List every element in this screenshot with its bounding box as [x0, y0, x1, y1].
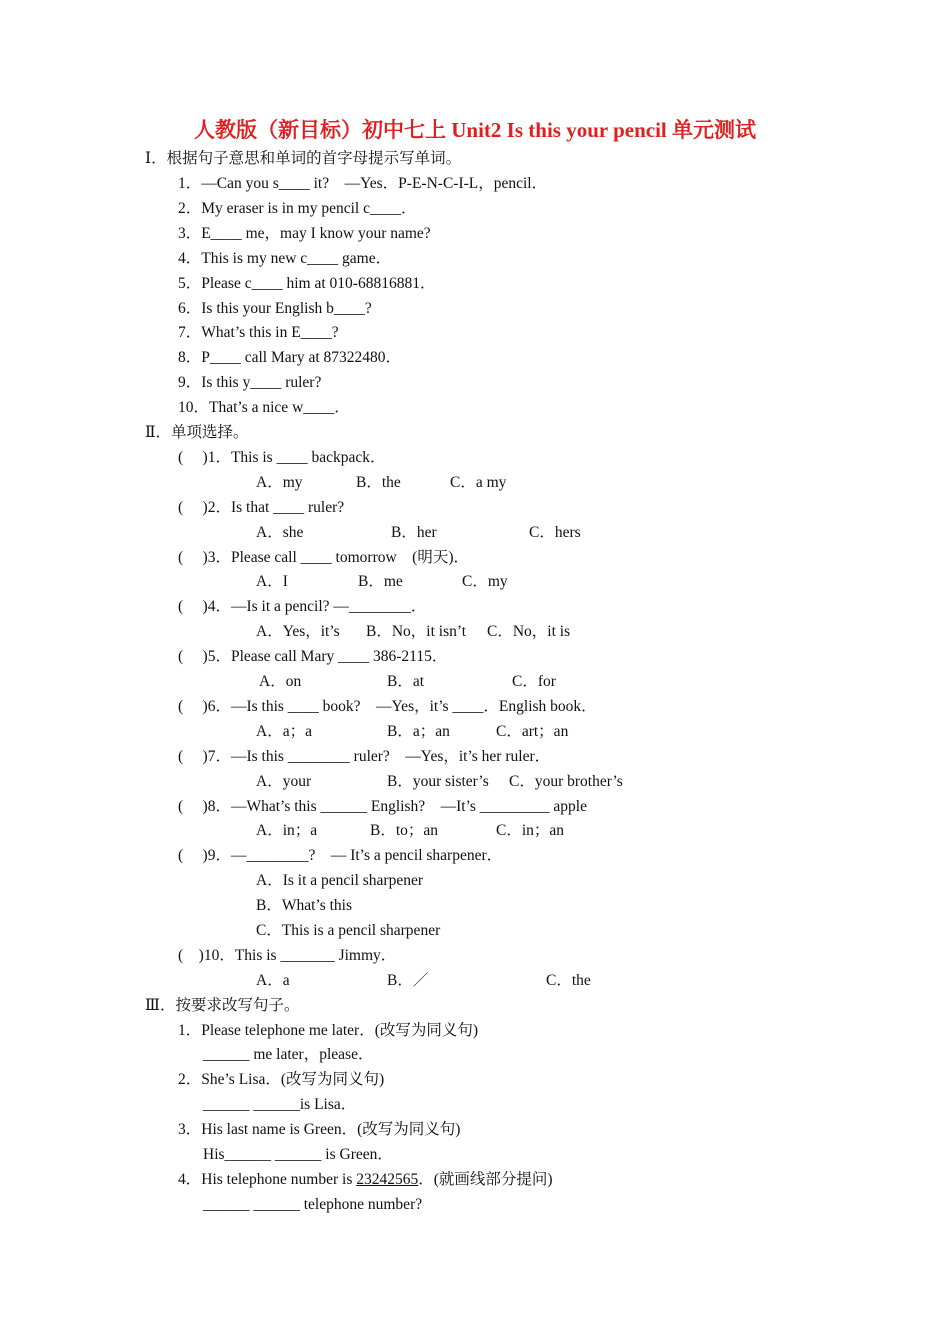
s2-q4-option-a: A．Yes，it’s [256, 623, 340, 640]
s2-q6-option-b: B．a；an [387, 723, 450, 740]
s2-q8-option-c: C．in；an [496, 822, 565, 839]
s1-item-1: 1．—Can you s____ it? —Yes．P-E-N-C-I-L，pencil． [178, 175, 548, 192]
s3-item-4-question-post: ．(就画线部分提问) [418, 1171, 553, 1188]
s1-item-9: 9．Is this y____ ruler? [178, 374, 322, 391]
s2-q8-option-b: B．to；an [370, 822, 439, 839]
s2-question-1: ( )1．This is ____ backpack． [178, 449, 386, 466]
s2-question-6: ( )6．—Is this ____ book? —Yes，it’s ____．English book． [178, 698, 597, 715]
page-title: 人教版（新目标）初中七上 Unit2 Is this your pencil 单元测试 [194, 118, 756, 142]
s2-q2-option-c: C．hers [529, 524, 581, 541]
s2-question-9: ( )9．—________? — It’s a pencil sharpener． [178, 847, 503, 864]
s2-question-4: ( )4．—Is it a pencil? —________． [178, 598, 427, 615]
s1-item-4: 4．This is my new c____ game． [178, 250, 392, 267]
s2-q9-option-c: C．This is a pencil sharpener [256, 922, 441, 939]
s3-item-1-question: 1．Please telephone me later．(改写为同义句) [178, 1022, 479, 1039]
s3-item-3-answer: His______ ______ is Green． [203, 1146, 393, 1163]
s2-q10-option-a: A．a [256, 972, 290, 989]
s3-item-2-question: 2．She’s Lisa．(改写为同义句) [178, 1071, 385, 1088]
s2-q7-option-b: B．your sister’s [387, 773, 489, 790]
s1-item-5: 5．Please c____ him at 010-68816881． [178, 275, 436, 292]
s2-question-5: ( )5．Please call Mary ____ 386-2115． [178, 648, 448, 665]
s2-q4-option-c: C．No，it is [487, 623, 571, 640]
s2-q1-option-a: A．my [256, 474, 303, 491]
s3-item-3-question: 3．His last name is Green．(改写为同义句) [178, 1121, 461, 1138]
s2-q3-option-a: A．I [256, 573, 288, 590]
s2-q6-option-c: C．art；an [496, 723, 569, 740]
section-1-heading: Ⅰ．根据句子意思和单词的首字母提示写单词。 [145, 150, 462, 167]
s2-q7-option-c: C．your brother’s [509, 773, 623, 790]
s2-q3-option-c: C．my [462, 573, 508, 590]
s3-item-4-answer: ______ ______ telephone number? [203, 1196, 423, 1213]
s2-q5-option-a: A．on [259, 673, 302, 690]
s2-question-8: ( )8．—What’s this ______ English? —It’s _________ apple [178, 798, 587, 815]
s2-q9-option-a: A．Is it a pencil sharpener [256, 872, 423, 889]
s1-item-8: 8．P____ call Mary at 87322480． [178, 349, 402, 366]
s2-question-2: ( )2．Is that ____ ruler? [178, 499, 345, 516]
s3-item-2-answer: ______ ______is Lisa． [203, 1096, 357, 1113]
s3-item-4-question-pre: 4．His telephone number is [178, 1171, 357, 1188]
s3-item-4-question [178, 1170, 553, 1190]
section-3-heading: Ⅲ．按要求改写句子。 [145, 997, 300, 1014]
s2-q5-option-b: B．at [387, 673, 425, 690]
s1-item-7: 7．What’s this in E____? [178, 324, 339, 341]
s2-q4-option-b: B．No，it isn’t [366, 623, 467, 640]
s2-q2-option-b: B．her [391, 524, 437, 541]
s1-item-6: 6．Is this your English b____? [178, 300, 372, 317]
s1-item-3: 3．E____ me，may I know your name? [178, 225, 431, 242]
s2-q9-option-b: B．What’s this [256, 897, 353, 914]
s2-q10-option-c: C．the [546, 972, 591, 989]
s2-q10-option-b: B．／ [387, 972, 429, 989]
s2-q8-option-a: A．in；a [256, 822, 318, 839]
s1-item-10: 10．That’s a nice w____． [178, 399, 350, 416]
s2-question-3: ( )3．Please call ____ tomorrow (明天)． [178, 549, 469, 566]
s3-item-1-answer: ______ me later，please． [203, 1046, 374, 1063]
s2-q1-option-c: C．a my [450, 474, 507, 491]
s2-q6-option-a: A．a；a [256, 723, 312, 740]
s2-q7-option-a: A．your [256, 773, 312, 790]
s2-q1-option-b: B．the [356, 474, 401, 491]
section-2-heading: Ⅱ．单项选择。 [145, 424, 249, 441]
s2-question-7: ( )7．—Is this ________ ruler? —Yes，it’s her ruler． [178, 748, 551, 765]
s3-item-4-underlined-number: 23242565 [356, 1171, 419, 1188]
s1-item-2: 2．My eraser is in my pencil c____． [178, 200, 417, 217]
s2-q2-option-a: A．she [256, 524, 304, 541]
s2-q5-option-c: C．for [512, 673, 556, 690]
s2-question-10: ( )10．This is _______ Jimmy． [178, 947, 397, 964]
s2-q3-option-b: B．me [358, 573, 403, 590]
